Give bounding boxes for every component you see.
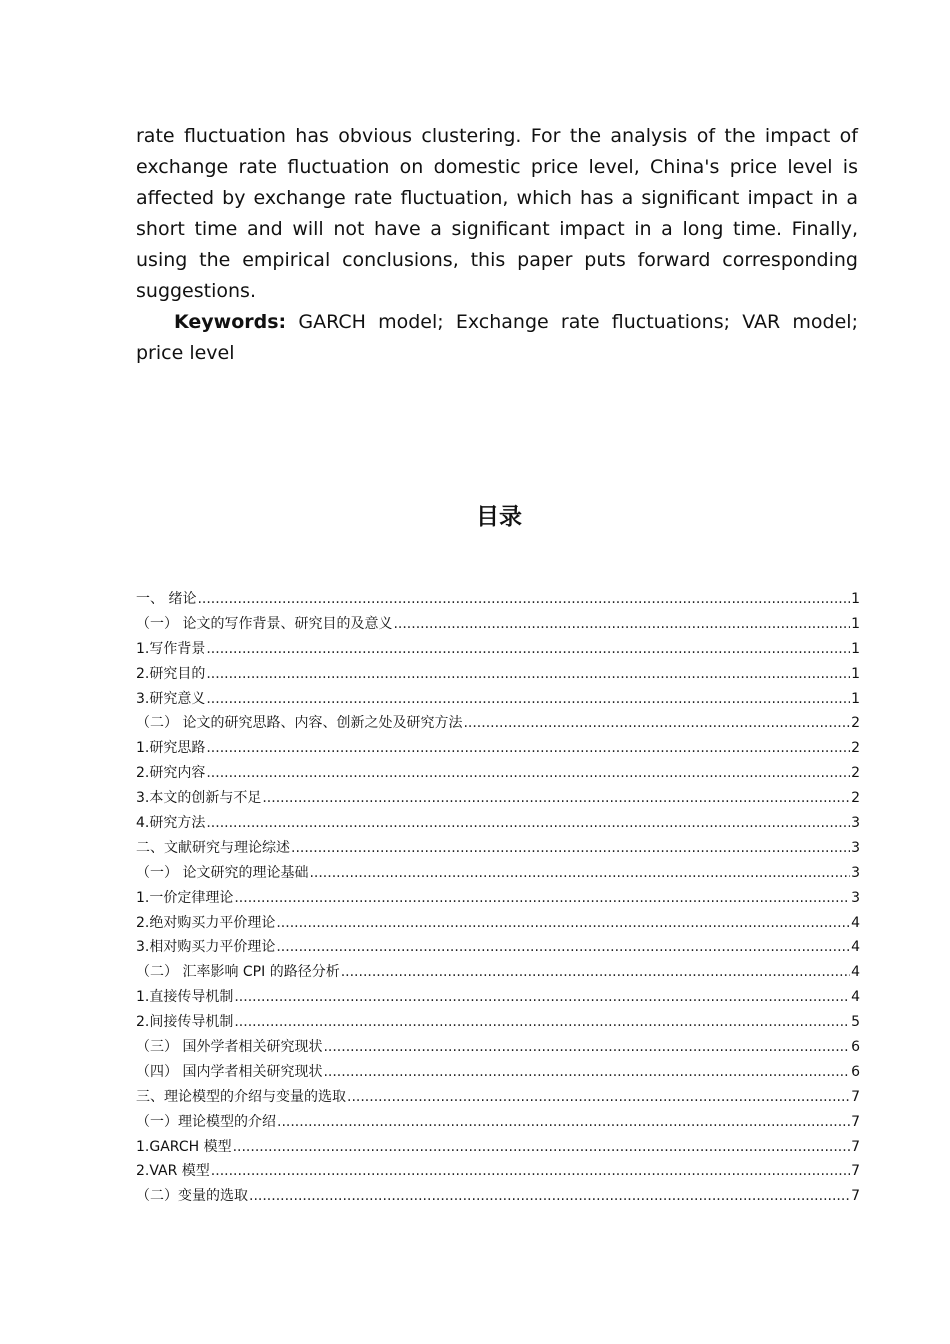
toc-entry-label: 1.一价定律理论 xyxy=(136,889,234,906)
toc-entry[interactable] xyxy=(136,1160,860,1185)
toc-entry-page: 1 xyxy=(851,690,860,707)
toc-entry-label: （二）变量的选取 xyxy=(136,1188,248,1205)
toc-entry-label: 1.写作背景 xyxy=(136,640,206,657)
toc-entry-page: 7 xyxy=(851,1113,860,1130)
toc-dot-leader xyxy=(249,1188,850,1204)
toc-entry-label: 2.绝对购买力平价理论 xyxy=(136,914,276,931)
toc-entry-label: 3.相对购买力平价理论 xyxy=(136,939,276,956)
toc-dot-leader xyxy=(323,1039,850,1055)
toc-entry[interactable] xyxy=(136,1061,860,1086)
toc-title: 目录 xyxy=(476,503,522,530)
toc-entry-label: 一、 绪论 xyxy=(136,591,197,607)
toc-entry-label: 三、理论模型的介绍与变量的选取 xyxy=(136,1088,346,1105)
toc-entry-page: 1 xyxy=(851,665,860,682)
toc-dot-leader xyxy=(234,890,850,906)
toc-entry-page: 7 xyxy=(851,1138,860,1155)
toc-entry-label: （一）理论模型的介绍 xyxy=(136,1113,276,1130)
toc-entry-label: （二） 汇率影响 CPI 的路径分析 xyxy=(136,964,340,981)
table-of-contents xyxy=(136,588,860,1210)
toc-entry-page: 3 xyxy=(851,815,860,832)
toc-entry[interactable] xyxy=(136,936,860,961)
toc-entry[interactable] xyxy=(136,688,860,713)
toc-entry-page: 2 xyxy=(851,790,860,807)
toc-dot-leader xyxy=(323,1064,850,1080)
toc-dot-leader xyxy=(341,964,850,980)
toc-entry[interactable] xyxy=(136,1011,860,1036)
toc-entry-label: 3.本文的创新与不足 xyxy=(136,790,262,807)
toc-entry-page: 6 xyxy=(851,1039,860,1056)
keywords-paragraph xyxy=(136,307,858,369)
toc-entry-page: 7 xyxy=(851,1163,860,1180)
toc-entry-page: 2 xyxy=(851,740,860,757)
toc-dot-leader xyxy=(206,641,850,657)
toc-entry[interactable] xyxy=(136,638,860,663)
toc-entry[interactable] xyxy=(136,787,860,812)
toc-entry-label: （三） 国外学者相关研究现状 xyxy=(136,1039,323,1056)
toc-entry-label: 2.研究内容 xyxy=(136,765,206,782)
toc-entry-page: 2 xyxy=(851,765,860,782)
toc-entry-page: 3 xyxy=(851,889,860,906)
toc-dot-leader xyxy=(347,1089,850,1105)
keywords-text: GARCH model; Exchange rate fluctuations; VAR model; price level xyxy=(136,311,858,364)
toc-dot-leader xyxy=(206,666,850,682)
toc-dot-leader xyxy=(393,616,850,632)
toc-entry-page: 1 xyxy=(851,591,860,607)
toc-entry[interactable] xyxy=(136,1111,860,1136)
toc-entry[interactable] xyxy=(136,737,860,762)
toc-entry-page: 1 xyxy=(851,640,860,657)
toc-dot-leader xyxy=(206,740,850,756)
toc-dot-leader xyxy=(197,591,850,607)
toc-entry[interactable] xyxy=(136,961,860,986)
toc-dot-leader xyxy=(463,715,850,731)
toc-entry-page: 3 xyxy=(851,839,860,856)
toc-entry-page: 1 xyxy=(851,615,860,632)
toc-entry-page: 7 xyxy=(851,1088,860,1105)
toc-dot-leader xyxy=(277,1114,850,1130)
toc-entry-page: 5 xyxy=(851,1014,860,1031)
toc-entry-page: 4 xyxy=(851,989,860,1006)
toc-dot-leader xyxy=(309,865,850,881)
toc-dot-leader xyxy=(276,939,850,955)
toc-entry-label: 2.研究目的 xyxy=(136,665,206,682)
toc-dot-leader xyxy=(233,1139,851,1155)
toc-entry[interactable] xyxy=(136,887,860,912)
toc-dot-leader xyxy=(262,790,850,806)
toc-entry-label: 2.VAR 模型 xyxy=(136,1163,210,1180)
toc-entry[interactable] xyxy=(136,862,860,887)
toc-entry-label: 2.间接传导机制 xyxy=(136,1014,234,1031)
toc-entry-label: 1.直接传导机制 xyxy=(136,989,234,1006)
toc-entry-page: 4 xyxy=(851,939,860,956)
toc-entry-page: 7 xyxy=(851,1188,860,1205)
toc-entry[interactable] xyxy=(136,1036,860,1061)
toc-entry-label: 1.GARCH 模型 xyxy=(136,1138,232,1155)
toc-entry[interactable] xyxy=(136,1136,860,1161)
abstract-paragraph: rate fluctuation has obvious clustering. For the analysis of the impact of exchange rate fluctuation on domestic price level, China's price level is affected by exchange rate fluctuation, which has a significant impact in a short time and will not have a significant impact in a long time. Finally, using the empirical conclusions, this paper puts forward corresponding suggestions. xyxy=(136,125,858,302)
toc-entry-page: 4 xyxy=(851,914,860,931)
toc-entry[interactable] xyxy=(136,762,860,787)
toc-entry-label: （一） 论文的写作背景、研究目的及意义 xyxy=(136,615,393,632)
keywords-label: Keywords: xyxy=(174,311,287,333)
toc-dot-leader xyxy=(291,840,850,856)
toc-entry-label: （二） 论文的研究思路、内容、创新之处及研究方法 xyxy=(136,715,463,732)
toc-entry-page: 4 xyxy=(851,964,860,981)
toc-entry-label: （四） 国内学者相关研究现状 xyxy=(136,1063,323,1080)
toc-entry-label: 1.研究思路 xyxy=(136,740,206,757)
toc-entry-label: 4.研究方法 xyxy=(136,815,206,832)
toc-dot-leader xyxy=(206,765,850,781)
toc-dot-leader xyxy=(234,989,850,1005)
toc-dot-leader xyxy=(211,1163,850,1179)
toc-entry[interactable] xyxy=(136,1086,860,1111)
toc-dot-leader xyxy=(234,1014,850,1030)
toc-entry[interactable] xyxy=(136,712,860,737)
toc-entry[interactable] xyxy=(136,812,860,837)
toc-entry-label: （一） 论文研究的理论基础 xyxy=(136,864,309,881)
toc-entry-label: 二、文献研究与理论综述 xyxy=(136,839,290,856)
toc-entry[interactable] xyxy=(136,986,860,1011)
toc-entry[interactable] xyxy=(136,663,860,688)
toc-dot-leader xyxy=(206,691,850,707)
toc-entry[interactable] xyxy=(136,588,860,613)
toc-dot-leader xyxy=(276,915,850,931)
toc-entry[interactable] xyxy=(136,1185,860,1210)
toc-entry[interactable] xyxy=(136,912,860,937)
toc-entry[interactable] xyxy=(136,837,860,862)
toc-entry-page: 2 xyxy=(851,715,860,732)
toc-entry-page: 3 xyxy=(851,864,860,881)
toc-entry[interactable] xyxy=(136,613,860,638)
toc-dot-leader xyxy=(206,815,850,831)
toc-entry-page: 6 xyxy=(851,1063,860,1080)
toc-entry-label: 3.研究意义 xyxy=(136,690,206,707)
